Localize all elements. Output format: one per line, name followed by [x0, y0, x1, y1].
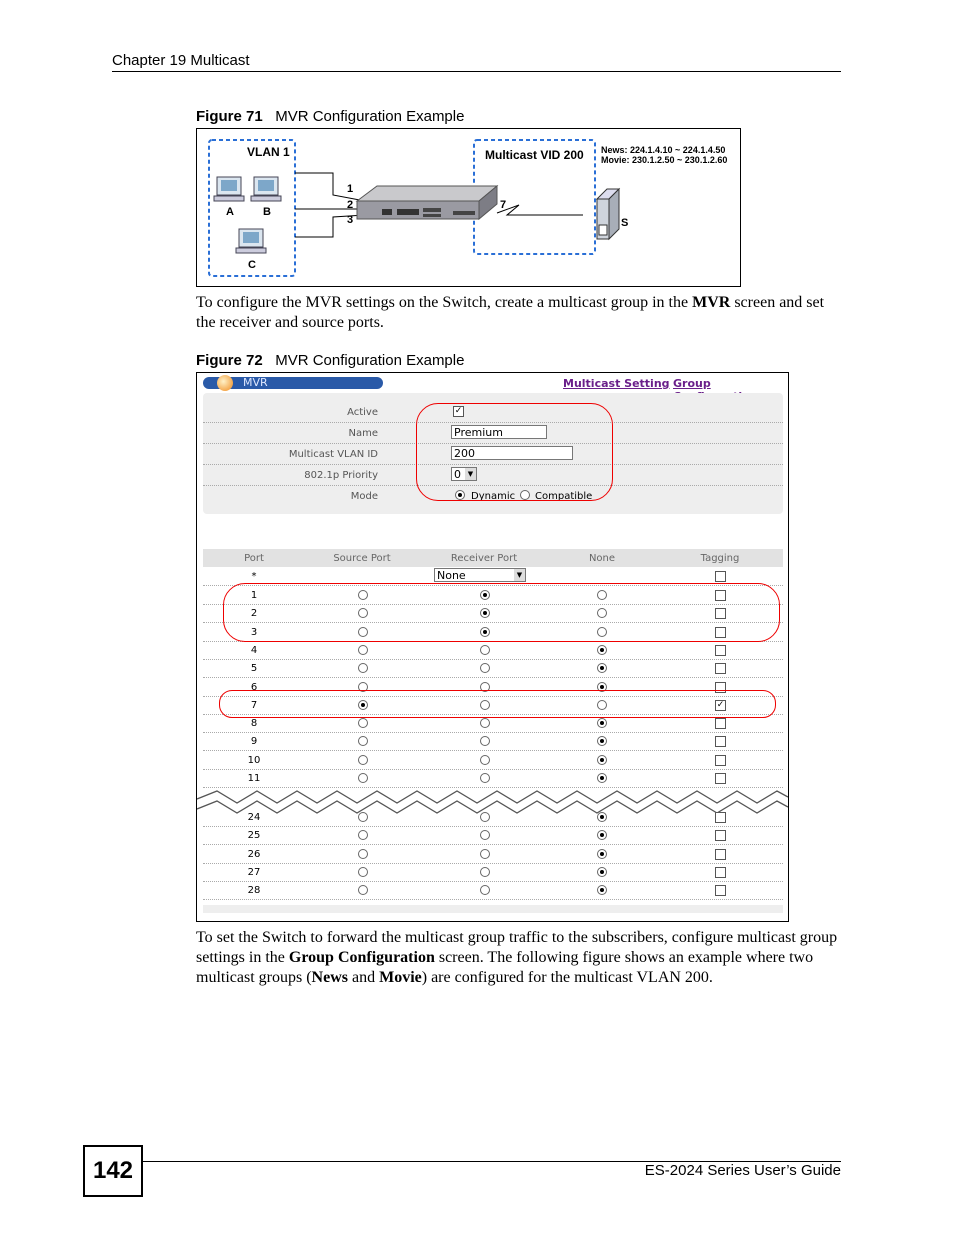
table-row [203, 881, 783, 900]
para2-text-d: ) are configured for the multicast VLAN 200. [421, 969, 713, 986]
highlight-receiver-ports [223, 583, 780, 642]
none-port-radio[interactable] [597, 645, 607, 655]
tagging-checkbox[interactable] [715, 849, 726, 860]
server-icon [597, 189, 619, 239]
table-row [203, 641, 783, 660]
none-port-radio[interactable] [597, 849, 607, 859]
all-role-dropdown-icon: ▼ [514, 569, 525, 581]
port7-label: 7 [500, 199, 507, 211]
figure71-diagram [196, 128, 741, 287]
movie-range: Movie: 230.1.2.50 ~ 230.1.2.60 [601, 155, 728, 165]
figure72-title: MVR Configuration Example [275, 352, 465, 369]
none-port-radio[interactable] [597, 885, 607, 895]
port-number: 8 [250, 718, 258, 730]
active-checkbox[interactable]: ✓ [454, 406, 463, 416]
para1-text-b: screen and set the receiver and source ports. [196, 294, 825, 331]
all-port-label: * [251, 571, 257, 582]
receiver-port-radio[interactable] [480, 663, 490, 673]
th-none: None [588, 553, 616, 564]
table-row [203, 751, 783, 770]
port3-label: 3 [347, 214, 354, 226]
port-number: 1 [250, 590, 258, 601]
figure71-caption [196, 108, 464, 125]
source-port-radio[interactable] [358, 885, 368, 895]
news-range: News: 224.1.4.10 ~ 224.1.4.50 [601, 145, 726, 155]
tagging-checkbox[interactable] [715, 645, 726, 656]
port-number: 3 [250, 626, 258, 638]
receiver-port-radio[interactable] [480, 885, 490, 895]
host-c-label: C [248, 259, 256, 271]
table-row [203, 659, 783, 678]
tagging-checkbox[interactable] [715, 867, 726, 878]
priority-label: 802.1p Priority [304, 470, 378, 481]
cable-port7 [497, 205, 583, 215]
figure72-caption [196, 352, 464, 369]
all-role-value: None [437, 569, 466, 582]
mode-dynamic-label: Dynamic [471, 491, 516, 502]
vlan1-label: VLAN 1 [247, 145, 290, 159]
paragraph-mvr-settings [196, 293, 841, 333]
receiver-port-radio[interactable] [480, 755, 490, 765]
tagging-checkbox[interactable] [715, 755, 726, 766]
port-number: 4 [250, 644, 258, 656]
port-number: 2 [250, 608, 258, 620]
source-port-radio[interactable] [358, 718, 368, 728]
source-port-radio[interactable] [358, 867, 368, 877]
cable-port1 [295, 173, 365, 201]
para2-bold-group-config: Group Configuration [288, 949, 435, 966]
port-number: 9 [250, 736, 258, 748]
priority-dropdown-icon: ▼ [465, 468, 476, 480]
figure71-label: Figure 71 [196, 108, 263, 125]
port1-label: 1 [347, 183, 354, 195]
port-number: 7 [250, 699, 258, 711]
mvr-tab[interactable] [203, 377, 383, 389]
table-row [203, 845, 783, 864]
source-port-radio[interactable] [358, 755, 368, 765]
table-row [203, 732, 783, 751]
none-port-radio[interactable] [597, 755, 607, 765]
port-number: 6 [250, 681, 258, 693]
port-number: 27 [247, 866, 261, 878]
para2-text-c: and [347, 969, 380, 986]
port-number: 26 [247, 848, 261, 860]
source-port-radio[interactable] [358, 645, 368, 655]
name-label: Name [348, 428, 378, 439]
source-port-radio[interactable] [358, 663, 368, 673]
para1-bold-mvr: MVR [692, 294, 731, 311]
footer-guide-title: ES-2024 Series User’s Guide [644, 1162, 841, 1179]
th-source-port: Source Port [333, 553, 391, 564]
pc-b-icon [251, 177, 281, 201]
tab-orb-icon [217, 375, 233, 391]
vlan-id-input[interactable]: 200 [451, 446, 573, 460]
switch-icon [357, 186, 497, 219]
figure72-label: Figure 72 [196, 352, 263, 369]
source-port-radio[interactable] [358, 849, 368, 859]
para2-text-b: screen. The following figure shows an example where two multicast groups ( [196, 949, 814, 986]
mode-compatible-label: Compatible [535, 491, 593, 502]
multicast-setting-link[interactable]: Multicast Setting [563, 377, 670, 390]
receiver-port-radio[interactable] [480, 812, 490, 822]
figure71-title: MVR Configuration Example [275, 108, 465, 125]
th-port: Port [244, 553, 264, 564]
port-number: 10 [247, 754, 261, 766]
tagging-checkbox[interactable] [715, 812, 726, 823]
table-row [203, 826, 783, 845]
table-row [203, 863, 783, 882]
group-configuration-link[interactable]: Group [673, 377, 711, 390]
port-number: 28 [247, 885, 261, 897]
header-rule [112, 71, 841, 72]
receiver-port-radio[interactable] [480, 645, 490, 655]
highlight-settings [416, 403, 613, 501]
tagging-checkbox[interactable] [715, 885, 726, 896]
mvr-screen [196, 372, 789, 922]
multicast-vid-label: Multicast VID 200 [485, 148, 584, 162]
server-label: S [621, 217, 629, 229]
tagging-checkbox[interactable]: ✓ [716, 699, 725, 710]
none-port-radio[interactable] [597, 718, 607, 728]
none-port-radio[interactable] [597, 736, 607, 746]
chapter-header: Chapter 19 Multicast [112, 52, 250, 69]
none-port-radio[interactable] [597, 830, 607, 840]
tagging-checkbox[interactable] [715, 830, 726, 841]
vlan-id-label: Multicast VLAN ID [288, 449, 378, 460]
pc-c-icon [236, 229, 266, 253]
receiver-port-radio[interactable] [480, 867, 490, 877]
port-number: 5 [250, 663, 258, 675]
port-number: 24 [247, 812, 261, 823]
para2-bold-movie: Movie [379, 969, 422, 986]
receiver-port-radio[interactable] [480, 849, 490, 859]
none-port-radio[interactable] [597, 812, 607, 822]
page-number: 142 [83, 1145, 143, 1197]
active-label: Active [347, 407, 378, 418]
tagging-checkbox[interactable] [715, 773, 726, 784]
para1-text-a: To configure the MVR settings on the Switch, create a multicast group in the [196, 294, 693, 311]
tagging-checkbox[interactable] [715, 663, 726, 674]
th-receiver-port: Receiver Port [450, 553, 518, 564]
receiver-port-radio[interactable] [480, 736, 490, 746]
source-port-radio[interactable] [358, 830, 368, 840]
none-port-radio[interactable] [597, 867, 607, 877]
none-port-radio[interactable] [597, 663, 607, 673]
highlight-source-port [219, 690, 776, 718]
mode-label: Mode [350, 491, 378, 502]
receiver-port-radio[interactable] [480, 718, 490, 728]
port-number: 25 [247, 830, 261, 842]
host-a-label: A [226, 206, 234, 218]
table-footer-bar [203, 905, 783, 913]
host-b-label: B [263, 206, 271, 218]
source-port-radio[interactable] [358, 773, 368, 783]
name-input[interactable]: Premium [451, 425, 547, 439]
cable-port3 [295, 215, 365, 237]
port2-label: 2 [347, 199, 354, 211]
mvr-tab-label: MVR [243, 376, 268, 389]
source-port-radio[interactable] [358, 812, 368, 822]
receiver-port-radio[interactable] [480, 830, 490, 840]
vlan1-boundary [209, 140, 295, 276]
all-role-select[interactable] [434, 568, 526, 582]
source-port-radio[interactable] [358, 736, 368, 746]
receiver-port-radio[interactable] [480, 773, 490, 783]
port-table-header [203, 549, 783, 567]
table-row [203, 808, 783, 827]
para2-text-a: To set the Switch to forward the multicast group traffic to the subscribers, configure multicast group settings in the [196, 929, 838, 966]
table-row [203, 769, 783, 788]
port-number: 11 [247, 773, 261, 784]
all-tagging-checkbox[interactable] [715, 571, 726, 582]
tagging-checkbox[interactable] [715, 736, 726, 747]
para2-bold-news: News [311, 969, 348, 986]
th-tagging: Tagging [700, 553, 740, 564]
pc-a-icon [214, 177, 244, 201]
none-port-radio[interactable] [597, 773, 607, 783]
priority-value: 0 [454, 468, 461, 481]
tagging-checkbox[interactable] [715, 718, 726, 729]
paragraph-group-configuration [196, 928, 846, 988]
